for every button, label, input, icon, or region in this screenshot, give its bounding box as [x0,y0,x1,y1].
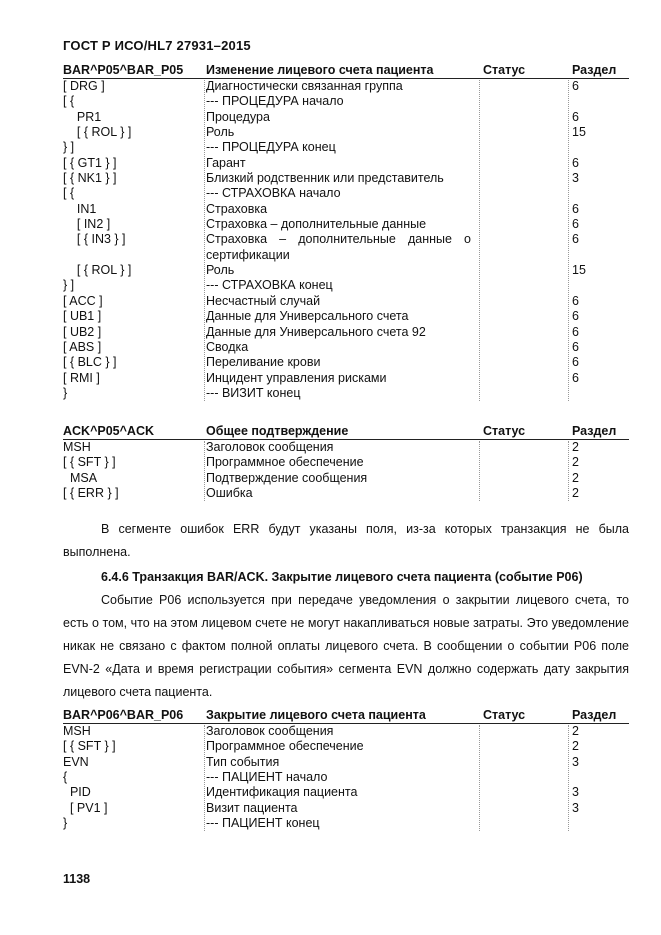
section-cell: 6 [572,79,579,93]
table-row [63,739,629,754]
section-cell: 3 [572,754,579,769]
segment-cell: EVN [63,754,89,769]
segment-cell: [ DRG ] [63,79,105,93]
description-cell: Страховка [206,201,268,216]
segment-cell: [ UB1 ] [63,309,102,324]
table-row [63,186,629,201]
description-cell: Программное обеспечение [206,455,364,470]
description-cell: Заголовок сообщения [206,440,334,454]
section-cell: 6 [572,355,579,370]
table-row [63,217,629,232]
section-cell: 2 [572,440,579,454]
segment-cell: } ] [63,140,75,155]
header-description: Изменение лицевого счета пациента [206,63,434,77]
segment-cell: } ] [63,278,75,293]
description-cell: --- ПАЦИЕНТ начало [206,770,328,785]
description-cell: Сводка [206,339,249,354]
description-cell: --- ПАЦИЕНТ конец [206,816,320,831]
section-cell: 6 [572,155,579,170]
section-cell: 6 [572,324,579,339]
description-cell: Заголовок сообщения [206,724,334,738]
header-section: Раздел [572,424,617,438]
message-structure-table-ack-p05 [63,424,629,501]
description-cell: Несчастный случай [206,293,321,308]
section-cell: 6 [572,232,579,247]
section-cell: 15 [572,125,586,140]
page-number: 1138 [63,872,91,886]
section-cell: 6 [572,309,579,324]
description-cell: Программное обеспечение [206,739,364,754]
column-divider [568,441,569,501]
table-row [63,440,629,455]
description-cell: Идентификация пациента [206,785,358,800]
section-cell: 3 [572,785,579,800]
segment-cell: [ { SFT } ] [63,739,116,754]
column-divider [568,725,569,831]
segment-cell: MSH [63,440,91,454]
table-row [63,486,629,501]
header-description: Закрытие лицевого счета пациента [206,708,426,722]
table-row [63,386,629,401]
table-row [63,294,629,309]
description-cell: Данные для Универсального счета 92 [206,324,426,339]
table-header [63,708,629,724]
description-cell: Данные для Универсального счета [206,309,409,324]
description-cell: Процедура [206,109,270,124]
table-row [63,171,629,186]
segment-cell: [ { NK1 } ] [63,171,117,186]
table-row [63,371,629,386]
segment-cell: MSA [63,470,98,485]
table-row [63,110,629,125]
table-row [63,156,629,171]
header-section: Раздел [572,63,617,77]
paragraph-text: Событие P06 используется при передаче уведомления о закрытии лицевого счета, то есть о том, что на этом лицевом счете не могут накапливаться новые затраты. Это уведомление никак не связано с фактом полной оплаты лицевого счета. В сообщении о событии P06 поле EVN-2 «Дата и время регистрации события» сегмента EVN должно содержать дату закрытия лицевого счета пациента. [63,593,629,699]
section-cell: 2 [572,486,579,501]
paragraph-p06-description [63,589,629,704]
section-cell: 3 [572,800,579,815]
paragraph-text: В сегменте ошибок ERR будут указаны поля, из-за которых транзакция не была выполнена. [63,522,629,559]
message-structure-table-bar-p06 [63,708,629,831]
description-cell: Подтверждение сообщения [206,470,368,485]
column-divider [479,441,480,501]
section-cell: 6 [572,339,579,354]
table-row [63,801,629,816]
header-message: BAR^P06^BAR_P06 [63,708,184,722]
segment-cell: [ { [63,94,75,109]
description-cell: Страховка – дополнительные данные [206,217,427,232]
segment-cell: [ { GT1 } ] [63,155,117,170]
header-status: Статус [483,424,526,438]
table-row [63,309,629,324]
table-row [63,232,629,263]
section-cell: 2 [572,739,579,754]
description-cell: --- ПРОЦЕДУРА конец [206,140,336,155]
segment-cell: [ PV1 ] [63,800,108,815]
segment-cell: [ RMI ] [63,370,100,385]
segment-cell: [ IN2 ] [63,217,111,232]
segment-cell: [ { BLC } ] [63,355,117,370]
description-cell: Близкий родственник или представитель [206,171,444,186]
section-cell: 6 [572,201,579,216]
segment-cell: IN1 [63,201,97,216]
description-cell: Гарант [206,155,246,170]
segment-cell: { [63,770,68,785]
description-cell: --- СТРАХОВКА конец [206,278,333,293]
section-heading: 6.4.6 Транзакция BAR/ACK. Закрытие лицевого счета пациента (событие P06) [101,570,583,584]
segment-cell: [ { ERR } ] [63,486,119,501]
table-row [63,340,629,355]
segment-cell: [ UB2 ] [63,324,102,339]
header-description: Общее подтверждение [206,424,349,438]
segment-cell: MSH [63,724,91,738]
table-row [63,471,629,486]
table-row [63,125,629,140]
section-cell: 6 [572,109,579,124]
section-cell: 6 [572,370,579,385]
table-row [63,263,629,278]
table-header [63,63,629,79]
description-cell: Инцидент управления рисками [206,370,387,385]
header-status: Статус [483,708,526,722]
table-row [63,278,629,293]
header-section: Раздел [572,708,617,722]
column-divider [568,80,569,401]
description-cell: --- ВИЗИТ конец [206,385,301,400]
segment-cell: [ { IN3 } ] [63,232,126,247]
header-message: BAR^P05^BAR_P05 [63,63,184,77]
column-divider [479,80,480,401]
table-row [63,770,629,785]
paragraph-err-note [63,518,629,564]
column-divider [204,725,205,831]
description-cell: Тип события [206,754,280,769]
table-header [63,424,629,440]
section-cell: 3 [572,171,579,186]
document-title: ГОСТ Р ИСО/HL7 27931–2015 [63,38,251,53]
description-cell: Ошибка [206,486,253,501]
table-row [63,79,629,94]
segment-cell: PID [63,785,91,800]
segment-cell: [ { ROL } ] [63,125,132,140]
table-row [63,325,629,340]
description-cell: Страховка – дополнительные данные о сертификации [206,232,471,262]
section-cell: 2 [572,724,579,738]
description-cell: Визит пациента [206,800,298,815]
description-cell: Переливание крови [206,355,321,370]
table-row [63,355,629,370]
table-row [63,785,629,800]
section-cell: 6 [572,293,579,308]
header-message: ACK^P05^ACK [63,424,155,438]
segment-cell: [ ACC ] [63,293,103,308]
segment-cell: } [63,816,68,831]
segment-cell: [ { SFT } ] [63,455,116,470]
segment-cell: [ { ROL } ] [63,263,132,278]
table-row [63,140,629,155]
description-cell: Роль [206,125,235,140]
header-status: Статус [483,63,526,77]
description-cell: Роль [206,263,235,278]
table-row [63,94,629,109]
table-row [63,816,629,831]
table-row [63,202,629,217]
table-row [63,724,629,739]
section-cell: 6 [572,217,579,232]
description-cell: --- СТРАХОВКА начало [206,186,341,201]
segment-cell: PR1 [63,109,102,124]
message-structure-table-bar-p05 [63,63,629,401]
table-row [63,755,629,770]
column-divider [204,80,205,401]
segment-cell: [ ABS ] [63,339,102,354]
section-cell: 15 [572,263,586,278]
description-cell: Диагностически связанная группа [206,79,403,93]
table-row [63,455,629,470]
segment-cell: [ { [63,186,75,201]
column-divider [479,725,480,831]
segment-cell: } [63,385,68,400]
section-cell: 2 [572,470,579,485]
column-divider [204,441,205,501]
description-cell: --- ПРОЦЕДУРА начало [206,94,344,109]
section-cell: 2 [572,455,579,470]
